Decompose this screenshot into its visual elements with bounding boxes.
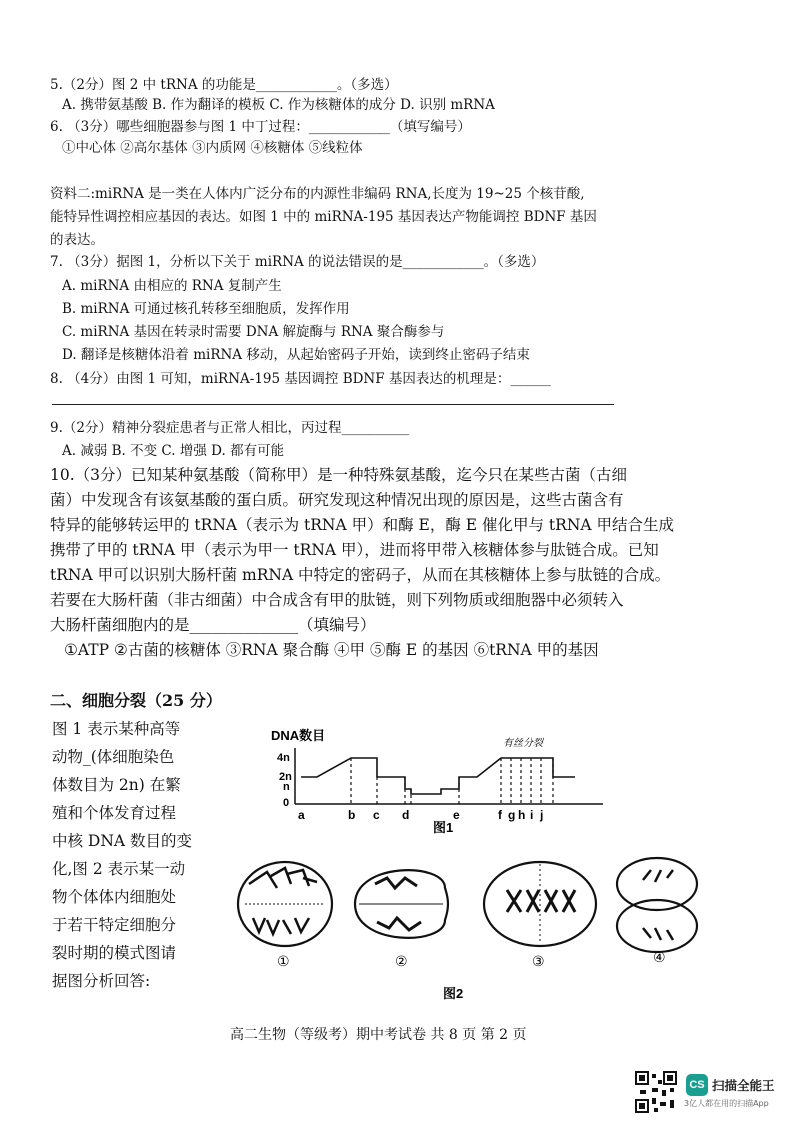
cell-4-drawing — [617, 858, 697, 965]
cell-1-label: ① — [277, 953, 290, 969]
figure-1-ylabel: DNA数目 — [271, 728, 326, 743]
cell-2-drawing — [355, 870, 448, 969]
scanner-app-name: 扫描全能王 — [712, 1078, 775, 1093]
question-7-option-c: C. miRNA 基因在转录时需要 DNA 解旋酶与 RNA 聚合酶参与 — [62, 324, 445, 340]
answer-line-8 — [52, 404, 614, 405]
page-footer: 高二生物（等级考）期中考试卷 共 8 页 第 2 页 — [230, 1027, 527, 1043]
figure-1-ytick: n — [283, 781, 290, 793]
question-10-line-3: 特异的能够转运甲的 tRNA（表示为 tRNA 甲）和酶 E，酶 E 催化甲与 tRNA 甲结合生成 — [50, 516, 675, 534]
question-10-line-1: 10.（3分）已知某种氨基酸（简称甲）是一种特殊氨基酸，迄今只在某些古菌（古细 — [50, 466, 628, 484]
qr-code-icon — [634, 1070, 678, 1114]
cell-2-label: ② — [395, 953, 408, 969]
section-2-text-6: 化,图 2 表示某一动 — [52, 860, 186, 878]
section-2-text-1: 图 1 表示某种高等 — [52, 720, 181, 738]
cell-3-label: ③ — [532, 953, 545, 969]
question-10-line-6: 若要在大肠杆菌（非古细菌）中合成含有甲的肽链，则下列物质或细胞器中必须转入 — [50, 591, 624, 609]
cell-1-drawing — [238, 862, 332, 969]
question-7-option-b: B. miRNA 可通过核孔转移至细胞质，发挥作用 — [62, 301, 350, 317]
figure-1-xtick: b — [348, 808, 356, 822]
question-10-line-5: tRNA 甲可以识别大肠杆菌 mRNA 中特定的密码子，从而在其核糖体上参与肽链的合成。 — [50, 566, 671, 584]
figure-1-xtick: i — [530, 808, 534, 822]
camscanner-logo: CS — [686, 1074, 708, 1096]
question-5-options: A. 携带氨基酸 B. 作为翻译的模板 C. 作为核糖体的成分 D. 识别 mRNA — [62, 97, 495, 113]
question-6: 6. （3分）哪些细胞器参与图 1 中丁过程：____________（填写编号） — [50, 119, 471, 135]
cell-3-drawing — [484, 862, 596, 969]
figure-2-caption: 图2 — [443, 986, 464, 1001]
figure-1-dashed-lines — [351, 758, 553, 804]
material-2-line-1: 资料二:miRNA 是一类在人体内广泛分布的内源性非编码 RNA,长度为 19~25 个核苷酸, — [50, 186, 585, 202]
figure-1-xtick: d — [402, 808, 410, 822]
figure-1-annotation: 有丝分裂 — [503, 738, 543, 749]
material-2-line-3: 的表达。 — [50, 232, 104, 248]
question-6-options: ①中心体 ②高尔基体 ③内质网 ④核糖体 ⑤线粒体 — [62, 140, 363, 156]
figure-2-cells — [225, 848, 725, 1008]
section-2-text-8: 于若干特定细胞分 — [52, 916, 177, 934]
section-2-text-5: 中核 DNA 数目的变 — [52, 832, 193, 850]
figure-1-xtick: g — [508, 808, 516, 822]
figure-1-xtick: j — [540, 808, 544, 822]
figure-1-xtick: e — [453, 808, 460, 822]
section-2-heading: 二、细胞分裂（25 分） — [50, 691, 222, 710]
figure-1-ytick: 0 — [283, 797, 290, 809]
question-10-line-2: 菌）中发现含有该氨基酸的蛋白质。研究发现这种情况出现的原因是，这些古菌含有 — [50, 491, 624, 509]
section-2-text-3: 体数目为 2n) 在繁 — [52, 776, 181, 794]
section-2-text-9: 裂时期的模式图请 — [52, 944, 177, 962]
question-7-option-a: A. miRNA 由相应的 RNA 复制产生 — [62, 278, 282, 294]
question-5: 5.（2分）图 2 中 tRNA 的功能是____________。（多选） — [50, 77, 398, 93]
section-2-text-10: 据图分析回答: — [52, 972, 151, 990]
figure-1-caption: 图1 — [433, 820, 454, 834]
scanner-app-tagline: 3亿人都在用的扫描App — [684, 1099, 769, 1108]
question-10-line-4: 携带了甲的 tRNA 甲（表示为甲一 tRNA 甲），进而将甲带入核糖体参与肽链合成。已知 — [50, 541, 659, 559]
scanner-badge — [634, 1066, 784, 1114]
figure-1-xtick: h — [518, 808, 526, 822]
question-10-line-7: 大肠杆菌细胞内的是______________（填编号） — [50, 616, 376, 634]
figure-1-xtick: a — [298, 808, 305, 822]
figure-1-ytick: 2n — [279, 771, 292, 783]
figure-1-ytick: 4n — [277, 752, 290, 764]
question-9: 9.（2分）精神分裂症患者与正常人相比，丙过程__________ — [50, 420, 409, 436]
material-2-line-2: 能特异性调控相应基因的表达。如图 1 中的 miRNA-195 基因表达产物能调控 BDNF 基因 — [50, 209, 597, 225]
question-7: 7. （3分）据图 1，分析以下关于 miRNA 的说法错误的是____________。（多选） — [50, 254, 545, 270]
figure-1-xtick: c — [373, 808, 380, 822]
section-2-text-4: 殖和个体发育过程 — [52, 804, 177, 822]
question-10-options: ①ATP ②古菌的核糖体 ③RNA 聚合酶 ④甲 ⑤酶 E 的基因 ⑥tRNA 甲的基因 — [64, 641, 599, 659]
question-9-options: A. 减弱 B. 不变 C. 增强 D. 都有可能 — [62, 443, 285, 459]
section-2-text-2: 动物_(体细胞染色 — [52, 748, 175, 766]
figure-1-xtick: f — [498, 808, 502, 822]
cell-4-label: ④ — [653, 949, 666, 965]
question-7-option-d: D. 翻译是核糖体沿着 miRNA 移动，从起始密码子开始，读到终止密码子结束 — [62, 347, 530, 363]
section-2-text-7: 物个体体内细胞处 — [52, 888, 177, 906]
figure-1-dna-graph — [265, 722, 615, 834]
figure-1-dna-curve — [301, 758, 575, 794]
question-8: 8. （4分）由图 1 可知，miRNA-195 基因调控 BDNF 基因表达的机理是：______ — [50, 371, 551, 387]
